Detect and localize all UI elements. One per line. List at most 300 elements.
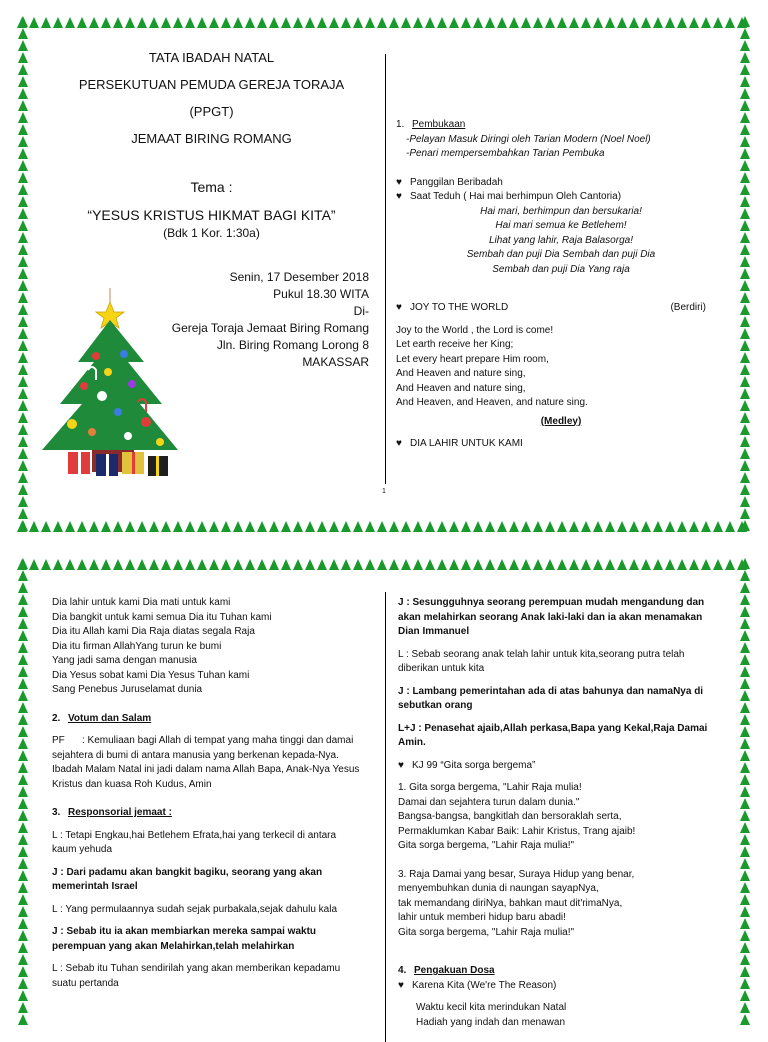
tree-border-icon xyxy=(18,918,28,929)
tree-border-icon xyxy=(293,521,303,532)
tree-border-icon xyxy=(18,750,28,761)
tree-border-icon xyxy=(18,28,28,39)
tree-border-icon xyxy=(53,521,63,532)
tree-border-icon xyxy=(740,954,750,965)
tree-border-icon xyxy=(18,424,28,435)
tree-border-icon xyxy=(317,521,327,532)
tree-border-icon xyxy=(161,521,171,532)
tree-border-icon xyxy=(18,942,28,953)
tree-border-icon xyxy=(473,17,483,28)
section-number: 3. xyxy=(52,807,61,818)
tree-border-icon xyxy=(740,774,750,785)
tree-border-icon xyxy=(18,64,28,75)
order-column-2 xyxy=(52,596,360,991)
lyric-line: menyembuhkan dunia di naungan sayapNya, xyxy=(398,883,599,894)
tree-border-icon xyxy=(740,1002,750,1013)
tree-border-icon xyxy=(269,559,279,570)
tree-border-icon xyxy=(509,559,519,570)
tree-border-icon xyxy=(677,521,687,532)
tree-border-icon xyxy=(593,17,603,28)
tree-border-icon xyxy=(18,496,28,507)
standing-note: (Berdiri) xyxy=(670,302,706,313)
tree-border-icon xyxy=(173,521,183,532)
tree-border-icon xyxy=(18,870,28,881)
lyric-line: Let every heart prepare Him room, xyxy=(396,353,549,365)
tree-border-icon xyxy=(437,17,447,28)
tree-border-icon xyxy=(18,678,28,689)
tree-border-icon xyxy=(18,460,28,471)
bullet-saat-teduh xyxy=(396,190,726,205)
tree-border-icon xyxy=(425,559,435,570)
tree-border-icon xyxy=(740,738,750,749)
tree-border-icon xyxy=(18,726,28,737)
tree-border-icon xyxy=(113,559,123,570)
bullet-text: KJ 99 “Gita sorga bergema” xyxy=(412,759,536,771)
bullet-joy xyxy=(396,301,726,316)
column-divider xyxy=(385,592,386,1042)
tree-border-icon xyxy=(437,559,447,570)
tree-border-icon xyxy=(740,702,750,713)
lyric-line: Dia lahir untuk kami Dia mati untuk kami xyxy=(52,597,231,608)
tree-border-icon xyxy=(18,810,28,821)
tree-border-icon xyxy=(65,521,75,532)
tree-border-icon xyxy=(740,52,750,63)
tree-border-icon xyxy=(740,388,750,399)
karena-kita-lyrics xyxy=(398,1001,720,1030)
tree-border-icon xyxy=(18,40,28,51)
section-number: 4. xyxy=(398,965,407,976)
tree-border-icon xyxy=(18,978,28,989)
tree-border-icon xyxy=(65,559,75,570)
tree-border-icon xyxy=(665,559,675,570)
tree-border-icon xyxy=(245,521,255,532)
tree-border-icon xyxy=(113,17,123,28)
tree-border-icon xyxy=(18,606,28,617)
tree-border-icon xyxy=(353,559,363,570)
tree-border-icon xyxy=(740,666,750,677)
tree-border-icon xyxy=(221,17,231,28)
lyric-line: Dia bangkit untuk kami semua Dia itu Tuhan kami xyxy=(52,611,272,623)
tree-border-icon xyxy=(101,17,111,28)
tree-border-icon xyxy=(740,184,750,195)
tree-border-icon xyxy=(257,17,267,28)
tree-border-icon xyxy=(18,508,28,519)
tree-border-icon xyxy=(209,559,219,570)
tree-border-icon xyxy=(89,559,99,570)
tree-border-icon xyxy=(18,834,28,845)
tree-border-icon xyxy=(18,112,28,123)
tree-border-icon xyxy=(485,17,495,28)
tree-border-icon xyxy=(701,521,711,532)
lyric-line: Permaklumkan Kabar Baik: Lahir Kristus, Trang ajaib! xyxy=(398,825,636,837)
lyric-line: 3. Raja Damai yang besar, Suraya Hidup yang benar, xyxy=(398,868,635,880)
tree-border-icon xyxy=(533,559,543,570)
pembukaan-line-2: -Penari mempersembahkan Tarian Pembuka xyxy=(406,148,605,159)
bullet-text: DIA LAHIR UNTUK KAMI xyxy=(410,438,523,449)
responsorial-lj: L+J : Penasehat ajaib,Allah perkasa,Bapa yang Kekal,Raja Damai Amin. xyxy=(398,722,708,748)
tree-border-icon xyxy=(53,559,63,570)
tree-border-icon xyxy=(161,17,171,28)
heart-bullet-icon: ♥ xyxy=(396,176,402,188)
dia-lahir-lyrics xyxy=(52,596,360,698)
title-line-4: JEMAAT BIRING ROMANG xyxy=(131,131,292,146)
tree-border-icon xyxy=(18,930,28,941)
tree-border-icon xyxy=(545,17,555,28)
tree-border-icon xyxy=(473,559,483,570)
tree-border-icon xyxy=(740,1014,750,1025)
tree-border-icon xyxy=(545,521,555,532)
tree-border-icon xyxy=(401,559,411,570)
lyric-line: Let earth receive her King; xyxy=(396,339,514,350)
tree-border-icon xyxy=(41,17,51,28)
tree-border-icon xyxy=(629,17,639,28)
bullet-text: Karena Kita (We're The Reason) xyxy=(412,979,557,991)
tree-border-icon xyxy=(18,666,28,677)
lyric-line: Yang jadi sama dengan manusia xyxy=(52,655,197,666)
event-time: Pukul 18.30 WITA xyxy=(273,287,369,301)
tree-border-icon xyxy=(740,726,750,737)
tree-border-icon xyxy=(18,570,28,581)
tree-border-icon xyxy=(701,17,711,28)
tree-border-icon xyxy=(18,738,28,749)
kj99-verse-3 xyxy=(398,868,720,941)
tree-border-icon xyxy=(545,559,555,570)
tree-border-icon xyxy=(18,388,28,399)
kj99-verse-1 xyxy=(398,781,720,854)
tree-border-icon xyxy=(521,521,531,532)
tree-border-icon xyxy=(209,17,219,28)
tree-border-icon xyxy=(281,17,291,28)
order-column-1 xyxy=(396,118,726,452)
tree-border-icon xyxy=(18,472,28,483)
tree-border-icon xyxy=(101,521,111,532)
lyric-line: Bangsa-bangsa, bangkitlah dan bersoraklah serta, xyxy=(398,811,622,822)
speaker-label: PF xyxy=(52,735,65,746)
tree-border-icon xyxy=(77,17,87,28)
tree-border-icon xyxy=(689,17,699,28)
section-title: Responsorial jemaat : xyxy=(68,807,172,818)
tree-border-icon xyxy=(18,858,28,869)
tree-border-icon xyxy=(713,521,723,532)
bullet-panggilan xyxy=(396,176,726,191)
tree-border-icon xyxy=(740,232,750,243)
tree-border-icon xyxy=(740,28,750,39)
event-city: MAKASSAR xyxy=(302,355,369,369)
bullet-kj99 xyxy=(398,759,720,774)
tree-border-icon xyxy=(185,17,195,28)
event-date: Senin, 17 Desember 2018 xyxy=(229,270,369,284)
tree-border-icon xyxy=(425,521,435,532)
lyric-line: Sembah dan puji Dia Sembah dan puji Dia xyxy=(466,249,656,260)
tree-border-icon xyxy=(18,786,28,797)
tree-border-icon xyxy=(89,521,99,532)
tree-border-icon xyxy=(18,630,28,641)
heart-bullet-icon: ♥ xyxy=(396,438,402,449)
tree-border-icon xyxy=(18,172,28,183)
tree-border-icon xyxy=(740,846,750,857)
tree-border-icon xyxy=(557,559,567,570)
tree-border-icon xyxy=(18,196,28,207)
tree-border-icon xyxy=(605,559,615,570)
tree-border-icon xyxy=(569,521,579,532)
tree-border-icon xyxy=(18,654,28,665)
tree-border-icon xyxy=(740,40,750,51)
lyric-line: tak memandang diriNya, bahkan maut dit'rimaNya, xyxy=(398,897,623,909)
tree-border-icon xyxy=(740,448,750,459)
tree-border-icon xyxy=(449,559,459,570)
tree-border-icon xyxy=(740,172,750,183)
section-title: Pengakuan Dosa xyxy=(414,965,495,976)
tree-border-icon xyxy=(689,521,699,532)
tree-border-icon xyxy=(740,220,750,231)
section-votum xyxy=(52,712,360,727)
tree-border-icon xyxy=(257,521,267,532)
tree-border-icon xyxy=(341,559,351,570)
tree-border-icon xyxy=(740,424,750,435)
tree-border-icon xyxy=(269,521,279,532)
tree-border-icon xyxy=(18,798,28,809)
tree-border-icon xyxy=(569,559,579,570)
tree-border-icon xyxy=(18,328,28,339)
tree-border-icon xyxy=(641,17,651,28)
tree-border-icon xyxy=(365,17,375,28)
section-title: Pembukaan xyxy=(412,119,466,130)
tree-border-icon xyxy=(653,17,663,28)
tree-border-icon xyxy=(740,76,750,87)
tree-border-icon xyxy=(18,448,28,459)
section-pembukaan xyxy=(396,118,726,133)
tree-border-icon xyxy=(185,559,195,570)
tree-border-icon xyxy=(605,521,615,532)
tema-label: Tema : xyxy=(190,179,233,195)
tree-border-icon xyxy=(725,17,735,28)
responsorial-j4: J : Lambang pemerintahan ada di atas bahunya dan namaNya di sebutkan orang xyxy=(398,685,704,711)
tree-border-icon xyxy=(18,304,28,315)
tree-border-icon xyxy=(497,17,507,28)
tree-border-icon xyxy=(509,521,519,532)
tree-border-icon xyxy=(281,559,291,570)
tree-border-icon xyxy=(740,352,750,363)
tree-border-icon xyxy=(18,232,28,243)
tree-border-icon xyxy=(740,786,750,797)
tree-border-icon xyxy=(485,559,495,570)
lyric-line: Hadiah yang indah dan menawan xyxy=(416,1016,565,1028)
tree-border-icon xyxy=(149,559,159,570)
tree-border-icon xyxy=(413,559,423,570)
tree-border-icon xyxy=(18,618,28,629)
tree-border-icon xyxy=(173,17,183,28)
tree-border-icon xyxy=(629,521,639,532)
tree-border-icon xyxy=(725,559,735,570)
tree-border-icon xyxy=(740,810,750,821)
tree-border-icon xyxy=(461,559,471,570)
lyric-line: Dia itu firman AllahYang turun ke bumi xyxy=(52,640,222,652)
tree-border-icon xyxy=(740,822,750,833)
tree-border-icon xyxy=(665,17,675,28)
tree-border-icon xyxy=(533,521,543,532)
tree-border-icon xyxy=(317,17,327,28)
event-place-2: Jln. Biring Romang Lorong 8 xyxy=(216,338,369,352)
heart-bullet-icon: ♥ xyxy=(396,302,402,313)
tree-border-icon xyxy=(740,160,750,171)
tree-border-icon xyxy=(329,521,339,532)
tree-border-icon xyxy=(18,148,28,159)
tree-border-icon xyxy=(521,559,531,570)
tree-border-icon xyxy=(18,954,28,965)
tree-border-icon xyxy=(233,521,243,532)
tree-border-icon xyxy=(713,17,723,28)
tree-border-icon xyxy=(41,559,51,570)
tree-border-icon xyxy=(209,521,219,532)
tree-border-icon xyxy=(269,17,279,28)
tree-border-icon xyxy=(341,521,351,532)
tree-border-icon xyxy=(18,714,28,725)
tree-border-icon xyxy=(18,364,28,375)
heart-bullet-icon: ♥ xyxy=(398,979,404,991)
tree-border-icon xyxy=(740,472,750,483)
tree-border-icon xyxy=(197,521,207,532)
tree-border-icon xyxy=(389,559,399,570)
tree-border-icon xyxy=(581,521,591,532)
heart-bullet-icon: ♥ xyxy=(398,759,404,771)
bullet-text: JOY TO THE WORLD xyxy=(410,302,509,313)
tree-border-icon xyxy=(740,304,750,315)
tree-border-icon xyxy=(293,559,303,570)
tree-border-icon xyxy=(677,559,687,570)
tree-border-icon xyxy=(641,559,651,570)
tree-border-icon xyxy=(740,618,750,629)
tree-border-icon xyxy=(740,412,750,423)
tree-border-icon xyxy=(329,17,339,28)
tree-border-icon xyxy=(740,906,750,917)
lyric-line: Waktu kecil kita merindukan Natal xyxy=(416,1002,567,1013)
tree-border-icon xyxy=(689,559,699,570)
tree-border-icon xyxy=(365,559,375,570)
tree-border-icon xyxy=(740,460,750,471)
tree-border-icon xyxy=(377,521,387,532)
tree-border-icon xyxy=(581,559,591,570)
tree-border-icon xyxy=(18,88,28,99)
tree-border-icon xyxy=(18,316,28,327)
tree-border-icon xyxy=(740,654,750,665)
tree-border-icon xyxy=(18,690,28,701)
tree-border-icon xyxy=(617,559,627,570)
tree-border-icon xyxy=(581,17,591,28)
tree-border-icon xyxy=(18,340,28,351)
tree-border-icon xyxy=(18,52,28,63)
lyric-line: 1. Gita sorga bergema, "Lahir Raja mulia! xyxy=(398,782,582,793)
column-divider xyxy=(385,54,386,484)
tree-border-icon xyxy=(740,436,750,447)
tree-border-icon xyxy=(449,17,459,28)
tree-border-icon xyxy=(461,521,471,532)
event-di: Di- xyxy=(353,304,369,318)
responsorial-j3: J : Sesungguhnya seorang perempuan mudah mengandung dan akan melahirkan seorang Anak laki-laki dan ia akan menamakan Dian Immanuel xyxy=(398,597,705,637)
tree-border-icon xyxy=(377,17,387,28)
heart-bullet-icon: ♥ xyxy=(396,191,402,202)
tree-border-icon xyxy=(245,559,255,570)
tree-border-icon xyxy=(65,17,75,28)
tree-border-icon xyxy=(740,244,750,255)
tree-border-icon xyxy=(413,17,423,28)
tree-border-icon xyxy=(18,244,28,255)
tree-border-icon xyxy=(18,376,28,387)
tree-border-icon xyxy=(305,17,315,28)
tree-border-icon xyxy=(18,124,28,135)
tree-border-icon xyxy=(740,918,750,929)
tree-border-icon xyxy=(401,521,411,532)
tree-border-icon xyxy=(18,16,28,27)
tree-border-icon xyxy=(125,559,135,570)
lyric-line: Lihat yang lahir, Raja Balasorga! xyxy=(489,234,633,246)
tree-border-icon xyxy=(740,316,750,327)
tree-border-icon xyxy=(740,484,750,495)
tree-border-icon xyxy=(740,376,750,387)
tree-border-icon xyxy=(149,17,159,28)
tree-border-icon xyxy=(293,17,303,28)
tree-border-icon xyxy=(725,521,735,532)
page-2 xyxy=(14,556,754,1036)
tree-border-icon xyxy=(593,521,603,532)
tree-border-icon xyxy=(29,521,39,532)
tree-border-icon xyxy=(641,521,651,532)
lyric-line: Damai dan sejahtera turun dalam dunia." xyxy=(398,796,580,808)
tree-border-icon xyxy=(473,521,483,532)
tree-border-icon xyxy=(740,750,750,761)
tree-border-icon xyxy=(18,1014,28,1025)
tree-border-icon xyxy=(221,559,231,570)
tree-border-icon xyxy=(137,17,147,28)
lyric-line: Dia itu Allah kami Dia Raja diatas segala Raja xyxy=(52,626,255,637)
title-line-2: PERSEKUTUAN PEMUDA GEREJA TORAJA xyxy=(78,77,345,92)
votum-body: : Kemuliaan bagi Allah di tempat yang maha tinggi dan damai sejahtera di bumi di antara manusia yang berkenan kepada-Nya. Ibadah Malam Natal ini jadi dalam nama Allah Bapa, Anak-Nya Yesus Kristus dan kuasa Roh Kudus, Amin xyxy=(52,735,360,790)
tree-border-icon xyxy=(125,521,135,532)
section-pengakuan xyxy=(398,964,720,979)
lyric-line: Hai mari semua ke Betlehem! xyxy=(495,220,627,231)
tree-border-icon xyxy=(353,17,363,28)
tree-border-icon xyxy=(185,521,195,532)
tree-border-icon xyxy=(101,559,111,570)
cover-title xyxy=(44,44,379,241)
tree-border-icon xyxy=(617,17,627,28)
tree-border-icon xyxy=(317,559,327,570)
tree-border-icon xyxy=(233,17,243,28)
tree-border-icon xyxy=(389,17,399,28)
tree-border-icon xyxy=(740,870,750,881)
title-line-1: TATA IBADAH NATAL xyxy=(148,50,275,65)
tree-border-icon xyxy=(740,364,750,375)
tree-border-icon xyxy=(173,559,183,570)
tree-border-icon xyxy=(425,17,435,28)
tree-border-icon xyxy=(18,268,28,279)
tree-border-icon xyxy=(617,521,627,532)
tree-border-icon xyxy=(353,521,363,532)
tree-border-icon xyxy=(18,136,28,147)
tree-border-icon xyxy=(740,64,750,75)
page-1 xyxy=(14,14,754,536)
tree-border-icon xyxy=(740,124,750,135)
tree-border-icon xyxy=(221,521,231,532)
lyric-line: And Heaven and nature sing, xyxy=(396,382,526,394)
tree-border-icon xyxy=(18,436,28,447)
tree-border-icon xyxy=(740,966,750,977)
tree-border-icon xyxy=(740,208,750,219)
tree-border-icon xyxy=(740,508,750,519)
responsorial-l2: L : Yang permulaannya sudah sejak purbakala,sejak dahulu kala xyxy=(52,903,338,915)
tree-border-icon xyxy=(740,400,750,411)
tree-border-icon xyxy=(18,76,28,87)
medley-label: (Medley) xyxy=(540,415,582,427)
